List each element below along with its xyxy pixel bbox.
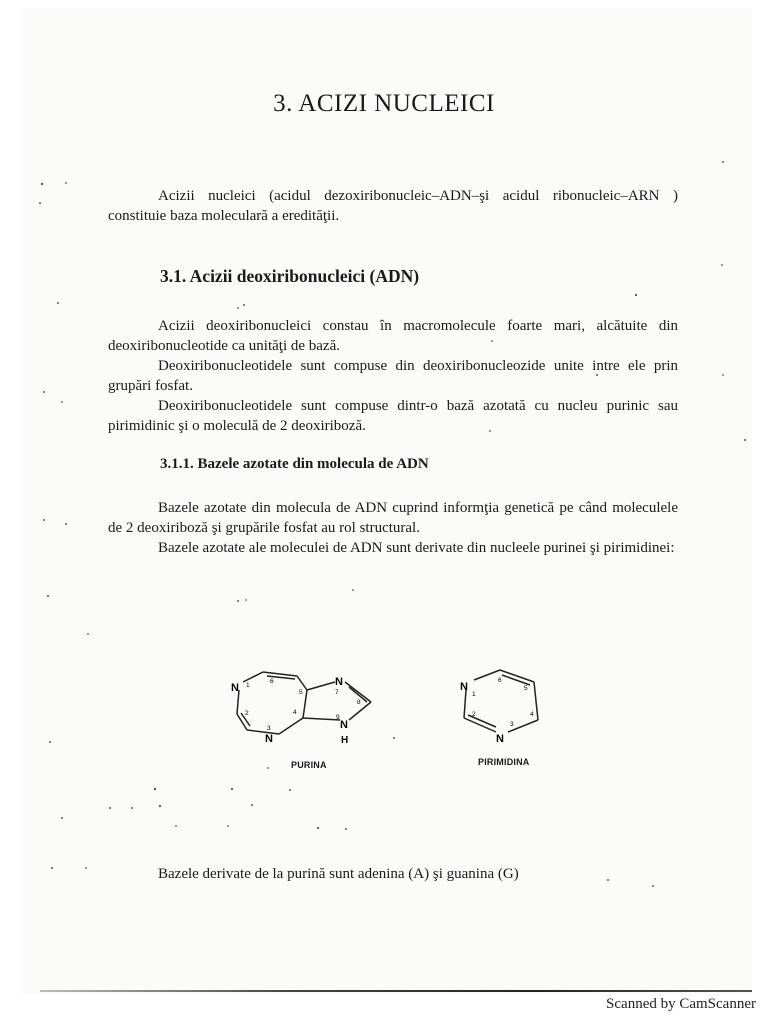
- ring-position-number: 4: [530, 711, 534, 718]
- ring-position-number: 8: [357, 699, 361, 706]
- pyrimidine-bond: [474, 670, 500, 680]
- pyrimidine-bond: [534, 682, 538, 720]
- page-title: 3. ACIZI NUCLEICI: [273, 90, 495, 117]
- purine-structure-diagram: [225, 662, 395, 754]
- section-heading-adn: 3.1. Acizii deoxiribonucleici (ADN): [160, 266, 420, 286]
- pyrimidine-bond: [464, 690, 466, 718]
- atom-label: N: [460, 681, 468, 693]
- ring-position-number: 3: [267, 725, 271, 732]
- atom-label: N: [335, 676, 343, 688]
- intro-paragraph: [108, 186, 678, 226]
- paragraph: Deoxiribonucleotidele sunt compuse dintr-o bază azotată cu nucleu purinic sau pirimidinic şi o moleculă de 2 deoxiriboză.: [108, 398, 678, 434]
- ring-position-number: 4: [293, 709, 297, 716]
- ring-position-number: 2: [245, 710, 249, 717]
- atom-label: N: [496, 733, 504, 745]
- pyrimidine-caption: PIRIMIDINA: [478, 757, 530, 767]
- paragraph: Acizii deoxiribonucleici constau în macromolecule foarte mari, alcătuite din deoxiribonucleotide ca unităţi de bază.: [108, 318, 678, 354]
- purine-bond: [297, 676, 307, 690]
- intro-text: Acizii nucleici (acidul dezoxiribonucleic–ADN–şi acidul ribonucleic–ARN ) constituie baza moleculară a eredităţii.: [108, 188, 678, 224]
- ring-position-number: 5: [299, 689, 303, 696]
- ring-position-number: 1: [472, 691, 476, 698]
- ring-position-number: 9: [336, 714, 340, 721]
- subsection-bases-body: [108, 498, 678, 558]
- subsection-heading-bases: 3.1.1. Bazele azotate din molecula de ADN: [160, 456, 429, 472]
- ring-position-number: 6: [270, 678, 274, 685]
- paragraph: Bazele azotate ale moleculei de ADN sunt derivate din nucleele purinei şi pirimidinei:: [158, 540, 675, 556]
- section-adn-body: [108, 316, 678, 436]
- purine-bond: [303, 690, 307, 718]
- paragraph: Bazele azotate din molecula de ADN cuprind informţia genetică pe când moleculele de 2 deoxiriboză şi grupările fosfat au rol structural.: [108, 500, 678, 536]
- purine-caption: PURINA: [291, 760, 327, 770]
- closing-line: Bazele derivate de la purină sunt adenina (A) şi guanina (G): [158, 866, 519, 882]
- pyrimidine-bond: [502, 675, 530, 685]
- paragraph: Deoxiribonucleotidele sunt compuse din deoxiribonucleozide unite intre ele prin grupări fosfat.: [108, 358, 678, 394]
- ring-position-number: 3: [510, 721, 514, 728]
- ring-position-number: 2: [472, 711, 476, 718]
- atom-label: N: [340, 719, 348, 731]
- atom-label: N: [231, 682, 239, 694]
- atom-label: H: [341, 735, 349, 746]
- pyrimidine-structure-diagram: [452, 666, 552, 750]
- purine-bond: [243, 672, 263, 682]
- purine-bond: [279, 718, 303, 734]
- purine-bond: [307, 682, 335, 690]
- ring-position-number: 6: [498, 677, 502, 684]
- purine-bond: [247, 730, 279, 734]
- scanner-watermark: Scanned by CamScanner: [606, 996, 756, 1012]
- ring-position-number: 5: [524, 685, 528, 692]
- ring-position-number: 7: [335, 689, 339, 696]
- atom-label: N: [265, 733, 273, 745]
- purine-bond: [303, 718, 340, 720]
- page-bottom-edge: [40, 990, 752, 992]
- ring-position-number: 1: [246, 682, 250, 689]
